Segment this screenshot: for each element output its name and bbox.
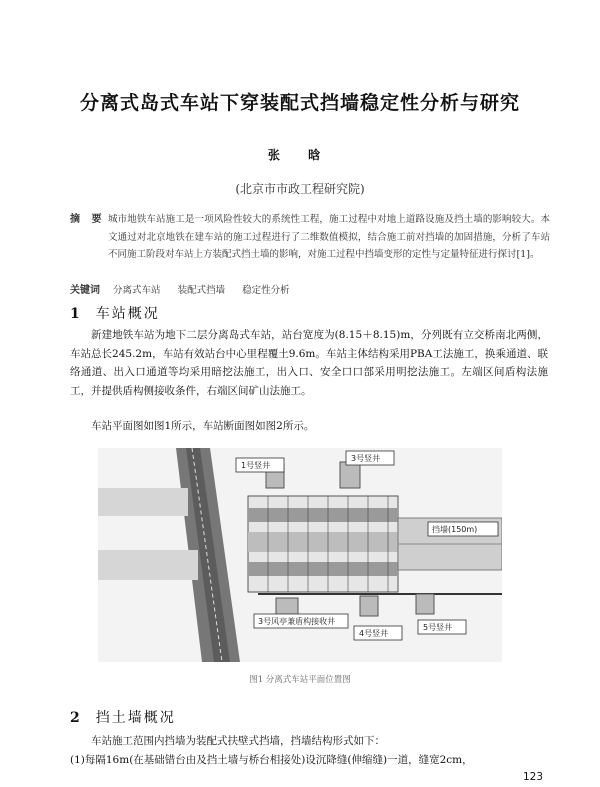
abstract-text: 城市地铁车站施工是一项风险性较大的系统性工程，施工过程中对地上道路设施及挡土墙的影响较大。本文通过对北京地铁在建车站的施工过程进行了二维数值模拟，结合施工前对挡墙的加固措施，分析了车站不同施工阶段对车站上方装配式挡土墙的影响，对施工过程中挡墙变形的定性与定量特征进行探讨[1]。 bbox=[108, 214, 550, 260]
callout-shaft-4: 4号竖井 bbox=[359, 629, 389, 638]
section-number: 2 bbox=[70, 710, 82, 726]
shaft-4 bbox=[360, 596, 378, 616]
section-2-paragraph-2: (1)每隔16m(在基础错台由及挡土墙与桥台相接处)设沉降缝(伸缩缝)一道，缝宽2cm， bbox=[70, 754, 473, 766]
callout-wall: 挡墙(150m) bbox=[432, 525, 478, 534]
callout-vent-3: 3号风亭兼盾构接收井 bbox=[258, 617, 336, 626]
section-title: 挡土墙概况 bbox=[95, 710, 176, 726]
section-2-heading bbox=[70, 707, 176, 727]
callout-shaft-3: 3号竖井 bbox=[351, 454, 381, 463]
station-plan-drawing bbox=[98, 448, 502, 662]
figure-1-station-plan bbox=[98, 448, 502, 662]
author: 张 晗 bbox=[267, 148, 333, 162]
affiliation: (北京市市政工程研究院) bbox=[235, 182, 365, 196]
figure-1-caption: 图1 分离式车站平面位置图 bbox=[249, 675, 351, 685]
callout-shaft-1: 1号竖井 bbox=[241, 461, 271, 470]
section-1-paragraph-1: 新建地铁车站为地下二层分离岛式车站，站台宽度为(8.15＋8.15)m，分列既有立交桥南北两侧，车站总长245.2m，车站有效站台中心里程覆土9.6m。车站主体结构采用PBA工法施工，换乘通道、联络通道、出入口通道等均采用暗挖法施工，出入口、安全口口部采用明挖法施工。左端区间盾构法施工，并提供盾构侧接收条件，右端区间矿山法施工。 bbox=[70, 329, 548, 397]
keyword: 分离式车站 bbox=[113, 285, 161, 296]
abstract-label: 摘 要 bbox=[70, 214, 106, 225]
road-left-lower bbox=[98, 550, 198, 580]
keywords-label: 关键词 bbox=[70, 285, 100, 296]
section-1-paragraph-2: 车站平面图如图1所示，车站断面图如图2所示。 bbox=[91, 420, 315, 432]
section-2-paragraph-1: 车站施工范围内挡墙为装配式扶壁式挡墙，挡墙结构形式如下： bbox=[91, 735, 385, 747]
platform-south bbox=[248, 562, 398, 576]
page-number: 123 bbox=[522, 771, 543, 783]
callout-shaft-5: 5号竖井 bbox=[423, 623, 453, 632]
road-left-upper bbox=[98, 488, 188, 516]
paper-title: 分离式岛式车站下穿装配式挡墙稳定性分析与研究 bbox=[79, 92, 520, 114]
shaft-3 bbox=[340, 462, 360, 488]
shaft-5 bbox=[416, 594, 434, 614]
keyword: 稳定性分析 bbox=[242, 285, 290, 296]
section-title: 车站概况 bbox=[95, 306, 160, 322]
platform-north bbox=[248, 508, 398, 522]
keyword: 装配式挡墙 bbox=[177, 285, 226, 296]
abstract bbox=[70, 211, 550, 264]
keywords bbox=[70, 281, 550, 296]
section-1-heading bbox=[70, 303, 160, 323]
station-center bbox=[248, 532, 398, 552]
section-number: 1 bbox=[70, 306, 82, 322]
